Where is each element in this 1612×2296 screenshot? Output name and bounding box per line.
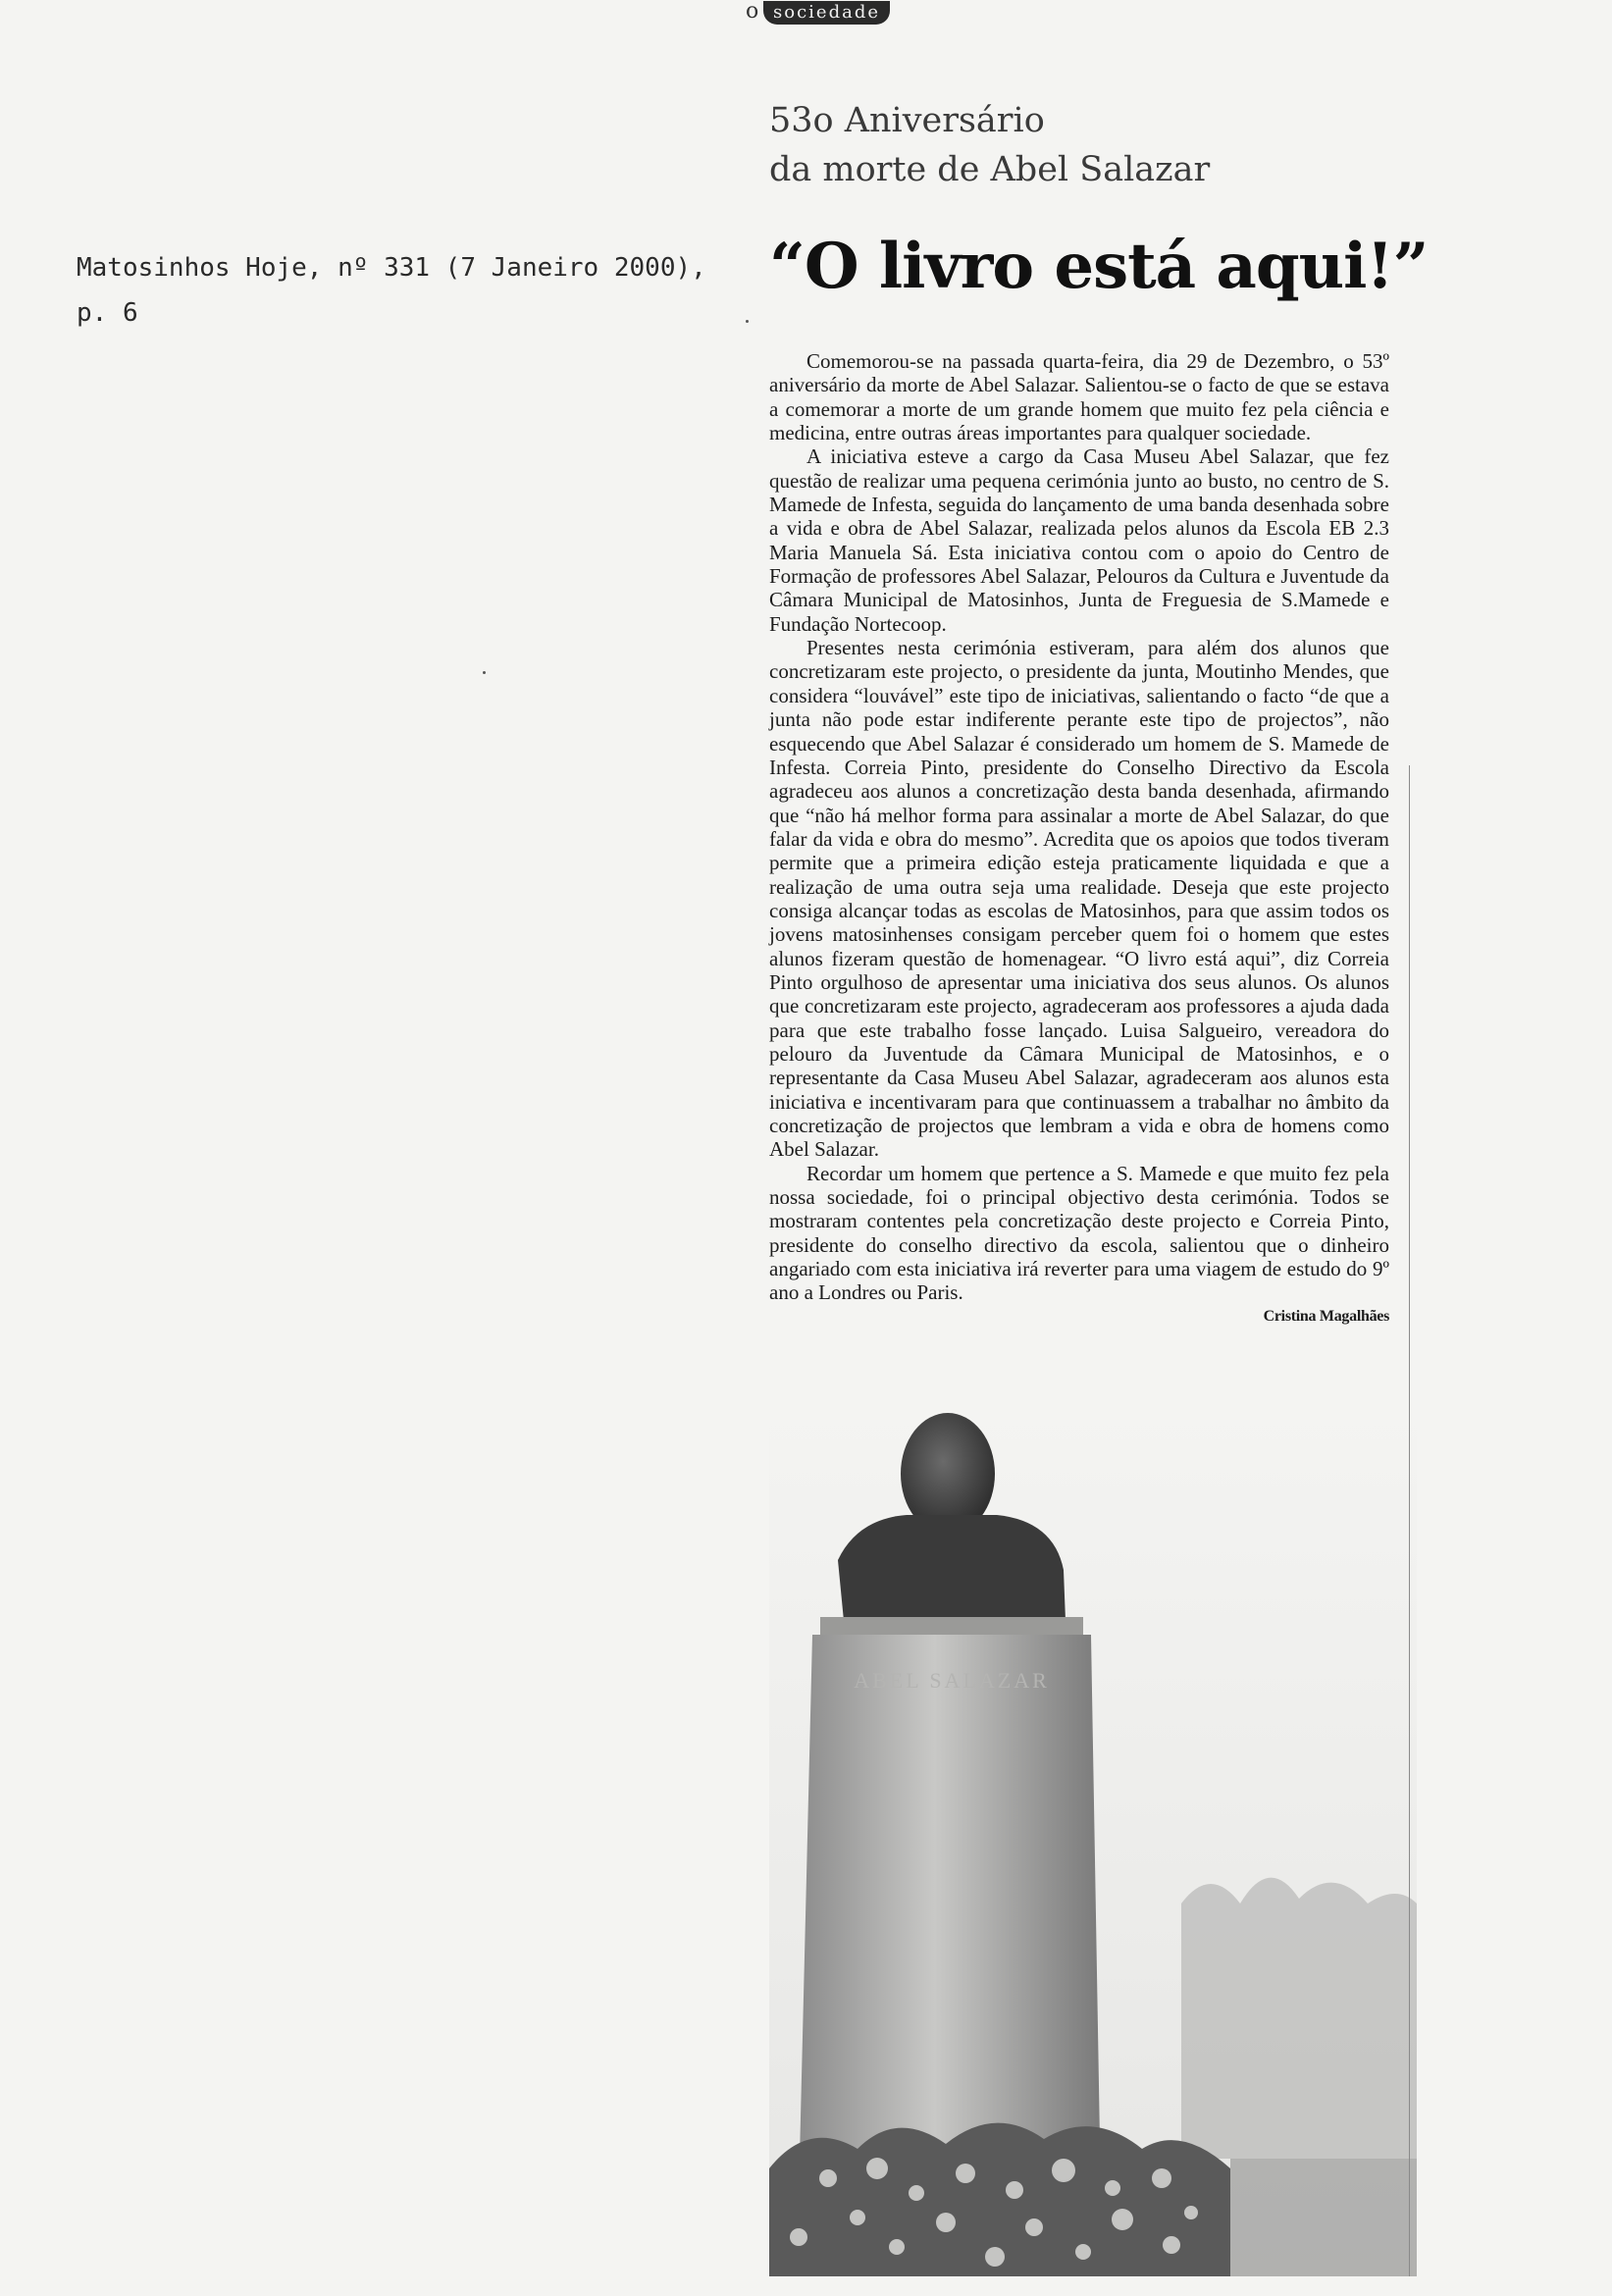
paper-speck: [483, 671, 486, 674]
bust-monument-photo: [769, 1393, 1417, 2276]
masthead-fragment: [746, 0, 962, 29]
masthead-letter: o: [746, 0, 759, 24]
bust-shoulders: [838, 1515, 1066, 1621]
article-paragraph-2: A iniciativa esteve a cargo da Casa Museu Abel Salazar, que fez questão de realizar uma pequena cerimónia junto ao busto, no centro de S. Mamede de Infesta, seguida do lançamento de uma banda desenhada sobre a vida e obra de Abel Salazar, realizada pelos alunos da Escola EB 2.3 Maria Manuela Sá. Esta iniciativa contou com o apoio do Centro de Formação de professores Abel Salazar, Pelouros da Cultura e Juventude da Câmara Municipal de Matosinhos, Junta de Freguesia de S.Mamede e Fundação Nortecoop.: [769, 444, 1389, 636]
article-headline: “O livro está aqui!”: [769, 230, 1429, 303]
article-paragraph-1: Comemorou-se na passada quarta-feira, dia 29 de Dezembro, o 53º aniversário da morte de Abel Salazar. Salientou-se o facto de que se estava a comemorar a morte de um grande homem que muito fez pela ciência e medicina, entre outras áreas importantes para qualquer sociedade.: [769, 349, 1389, 445]
kicker-line-1: 53o Aniversário: [769, 101, 1045, 140]
source-citation: [77, 245, 763, 336]
article-kicker: [769, 96, 1319, 194]
background-trees: [1181, 1878, 1417, 2159]
plinth-cap: [820, 1617, 1083, 1635]
plinth-inscription: ABEL SALAZAR: [854, 1668, 1050, 1693]
source-citation-line-1: Matosinhos Hoje, nº 331 (7 Janeiro 2000),: [77, 253, 706, 283]
paper-speck: [746, 320, 749, 323]
photo-wrap-region: [769, 636, 1389, 1162]
article-paragraph-4: Recordar um homem que pertence a S. Mamede e que muito fez pela nossa sociedade, foi o principal objectivo desta cerimónia. Todos se mostraram contentes pela concretização deste projecto e Correia Pinto, presidente do conselho directivo da escola, salientou que o dinheiro angariado com esta iniciativa irá reverter para uma viagem de estudo do 9º ano a Londres ou Paris.: [769, 1161, 1389, 1305]
masthead-section-bar: sociedade: [763, 1, 890, 25]
source-citation-line-2: p. 6: [77, 298, 138, 328]
article-paragraph-3-text: Presentes nesta cerimónia estiveram, para além dos alunos que concretizaram este projecto, o presidente da junta, Moutinho Mendes, que considera “louvável” este tipo de iniciativas, salientando o facto “de que a junta não pode estar indiferente perante este tipo de projectos”, não esquecendo que Abel Salazar é considerado um homem de S. Mamede de Infesta. Correia Pinto, presidente do Conselho Directivo da Escola agradeceu aos alunos a concretização desta banda desenhada, afirmando que “não há melhor forma para assinalar a morte de Abel Salazar, do que falar da vida e obra do mesmo”. Acredita que os apoios que todos tiveram permite que a primeira edição esteja praticamente liquidada e que a realização de uma outra seja uma realidade. Deseja que este projecto consiga alcançar todas as escolas de Matosinhos, para que assim todos os jovens matosinhenses consigam perceber quem foi o homem que estes alunos fizeram questão de homenagear. “O livro está aqui”, diz Correia Pinto orgulhoso de apresentar uma iniciativa dos seus alunos. Os alunos que concretizaram este projecto, agradeceram aos professores a ajuda dada para que este trabalho fosse lançado. Luisa Salgueiro, vereadora do pelouro da Juventude da Câmara Municipal de Matosinhos, e o representante da Casa Museu Abel Salazar, agradeceram aos alunos esta iniciativa e incentivaram para que continuassem a trabalhar no âmbito da concretização de projectos que lembram a vida e obra de homens como Abel Salazar.: [769, 636, 1389, 1162]
kicker-line-2: da morte de Abel Salazar: [769, 150, 1211, 189]
ground-right: [1230, 2159, 1417, 2276]
article-paragraph-3: [769, 636, 1389, 1162]
article-body: [769, 349, 1389, 1329]
plinth: [799, 1635, 1101, 2198]
article-byline: Cristina Magalhães: [1263, 1307, 1389, 1325]
column-rule: [1409, 765, 1410, 2276]
